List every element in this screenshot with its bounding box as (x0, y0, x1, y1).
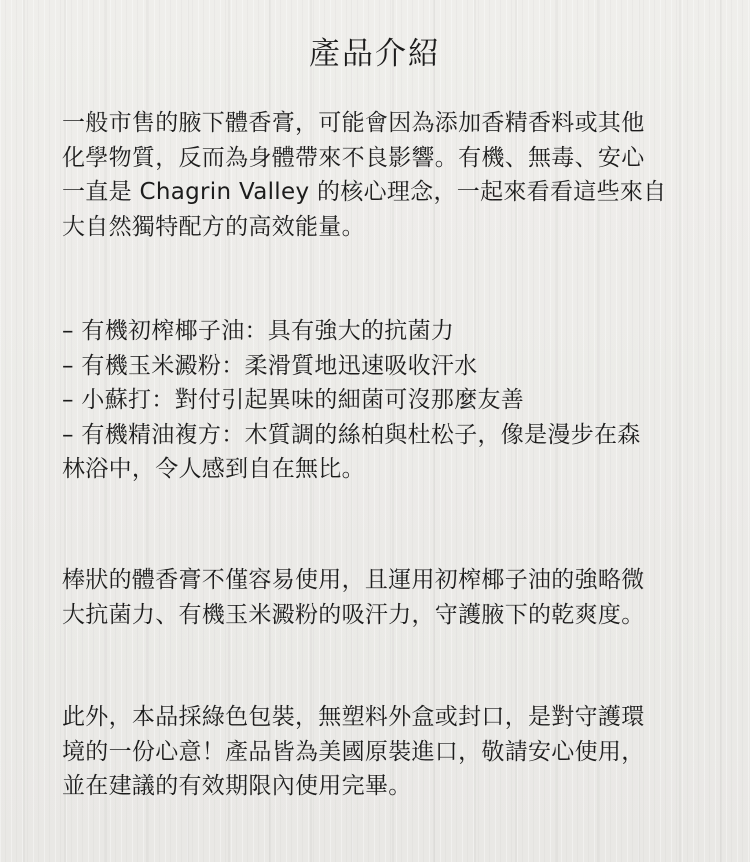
ingredient-item: – 有機初榨椰子油：具有強大的抗菌力 (62, 318, 455, 344)
packaging-line: 並在建議的有效期限內使用完畢。 (62, 773, 412, 799)
ingredient-item: – 小蘇打：對付引起異味的細菌可沒那麼友善 (62, 387, 525, 413)
ingredient-item-continued: 林浴中，令人感到自在無比。 (62, 456, 365, 482)
usage-line: 大抗菌力、有機玉米澱粉的吸汗力，守護腋下的乾爽度。 (62, 601, 645, 628)
ingredient-item: – 有機玉米澱粉：柔滑質地迅速吸收汗水 (62, 352, 478, 379)
packaging-line: 此外，本品採綠色包裝，無塑料外盒或封口，是對守護環 (62, 704, 645, 730)
intro-line: 一直是 Chagrin Valley 的核心理念，一起來看看這些來自 (62, 179, 667, 205)
usage-paragraph (62, 563, 692, 632)
page-title: 產品介紹 (309, 36, 441, 72)
ingredient-list (62, 314, 692, 487)
packaging-line: 境的一份心意！產品皆為美國原裝進口，敬請安心使用， (62, 738, 645, 765)
intro-line: 一般市售的腋下體香膏，可能會因為添加香精香料或其他 (62, 110, 645, 136)
intro-line: 大自然獨特配方的高效能量。 (62, 213, 365, 240)
packaging-paragraph (62, 700, 692, 804)
ingredient-item: – 有機精油複方：木質調的絲柏與杜松子，像是漫步在森 (62, 421, 641, 448)
intro-line: 化學物質，反而為身體帶來不良影響。有機、無毒、安心 (62, 144, 645, 171)
usage-line: 棒狀的體香膏不僅容易使用，且運用初榨椰子油的強略微 (62, 567, 645, 593)
intro-paragraph (62, 106, 692, 244)
